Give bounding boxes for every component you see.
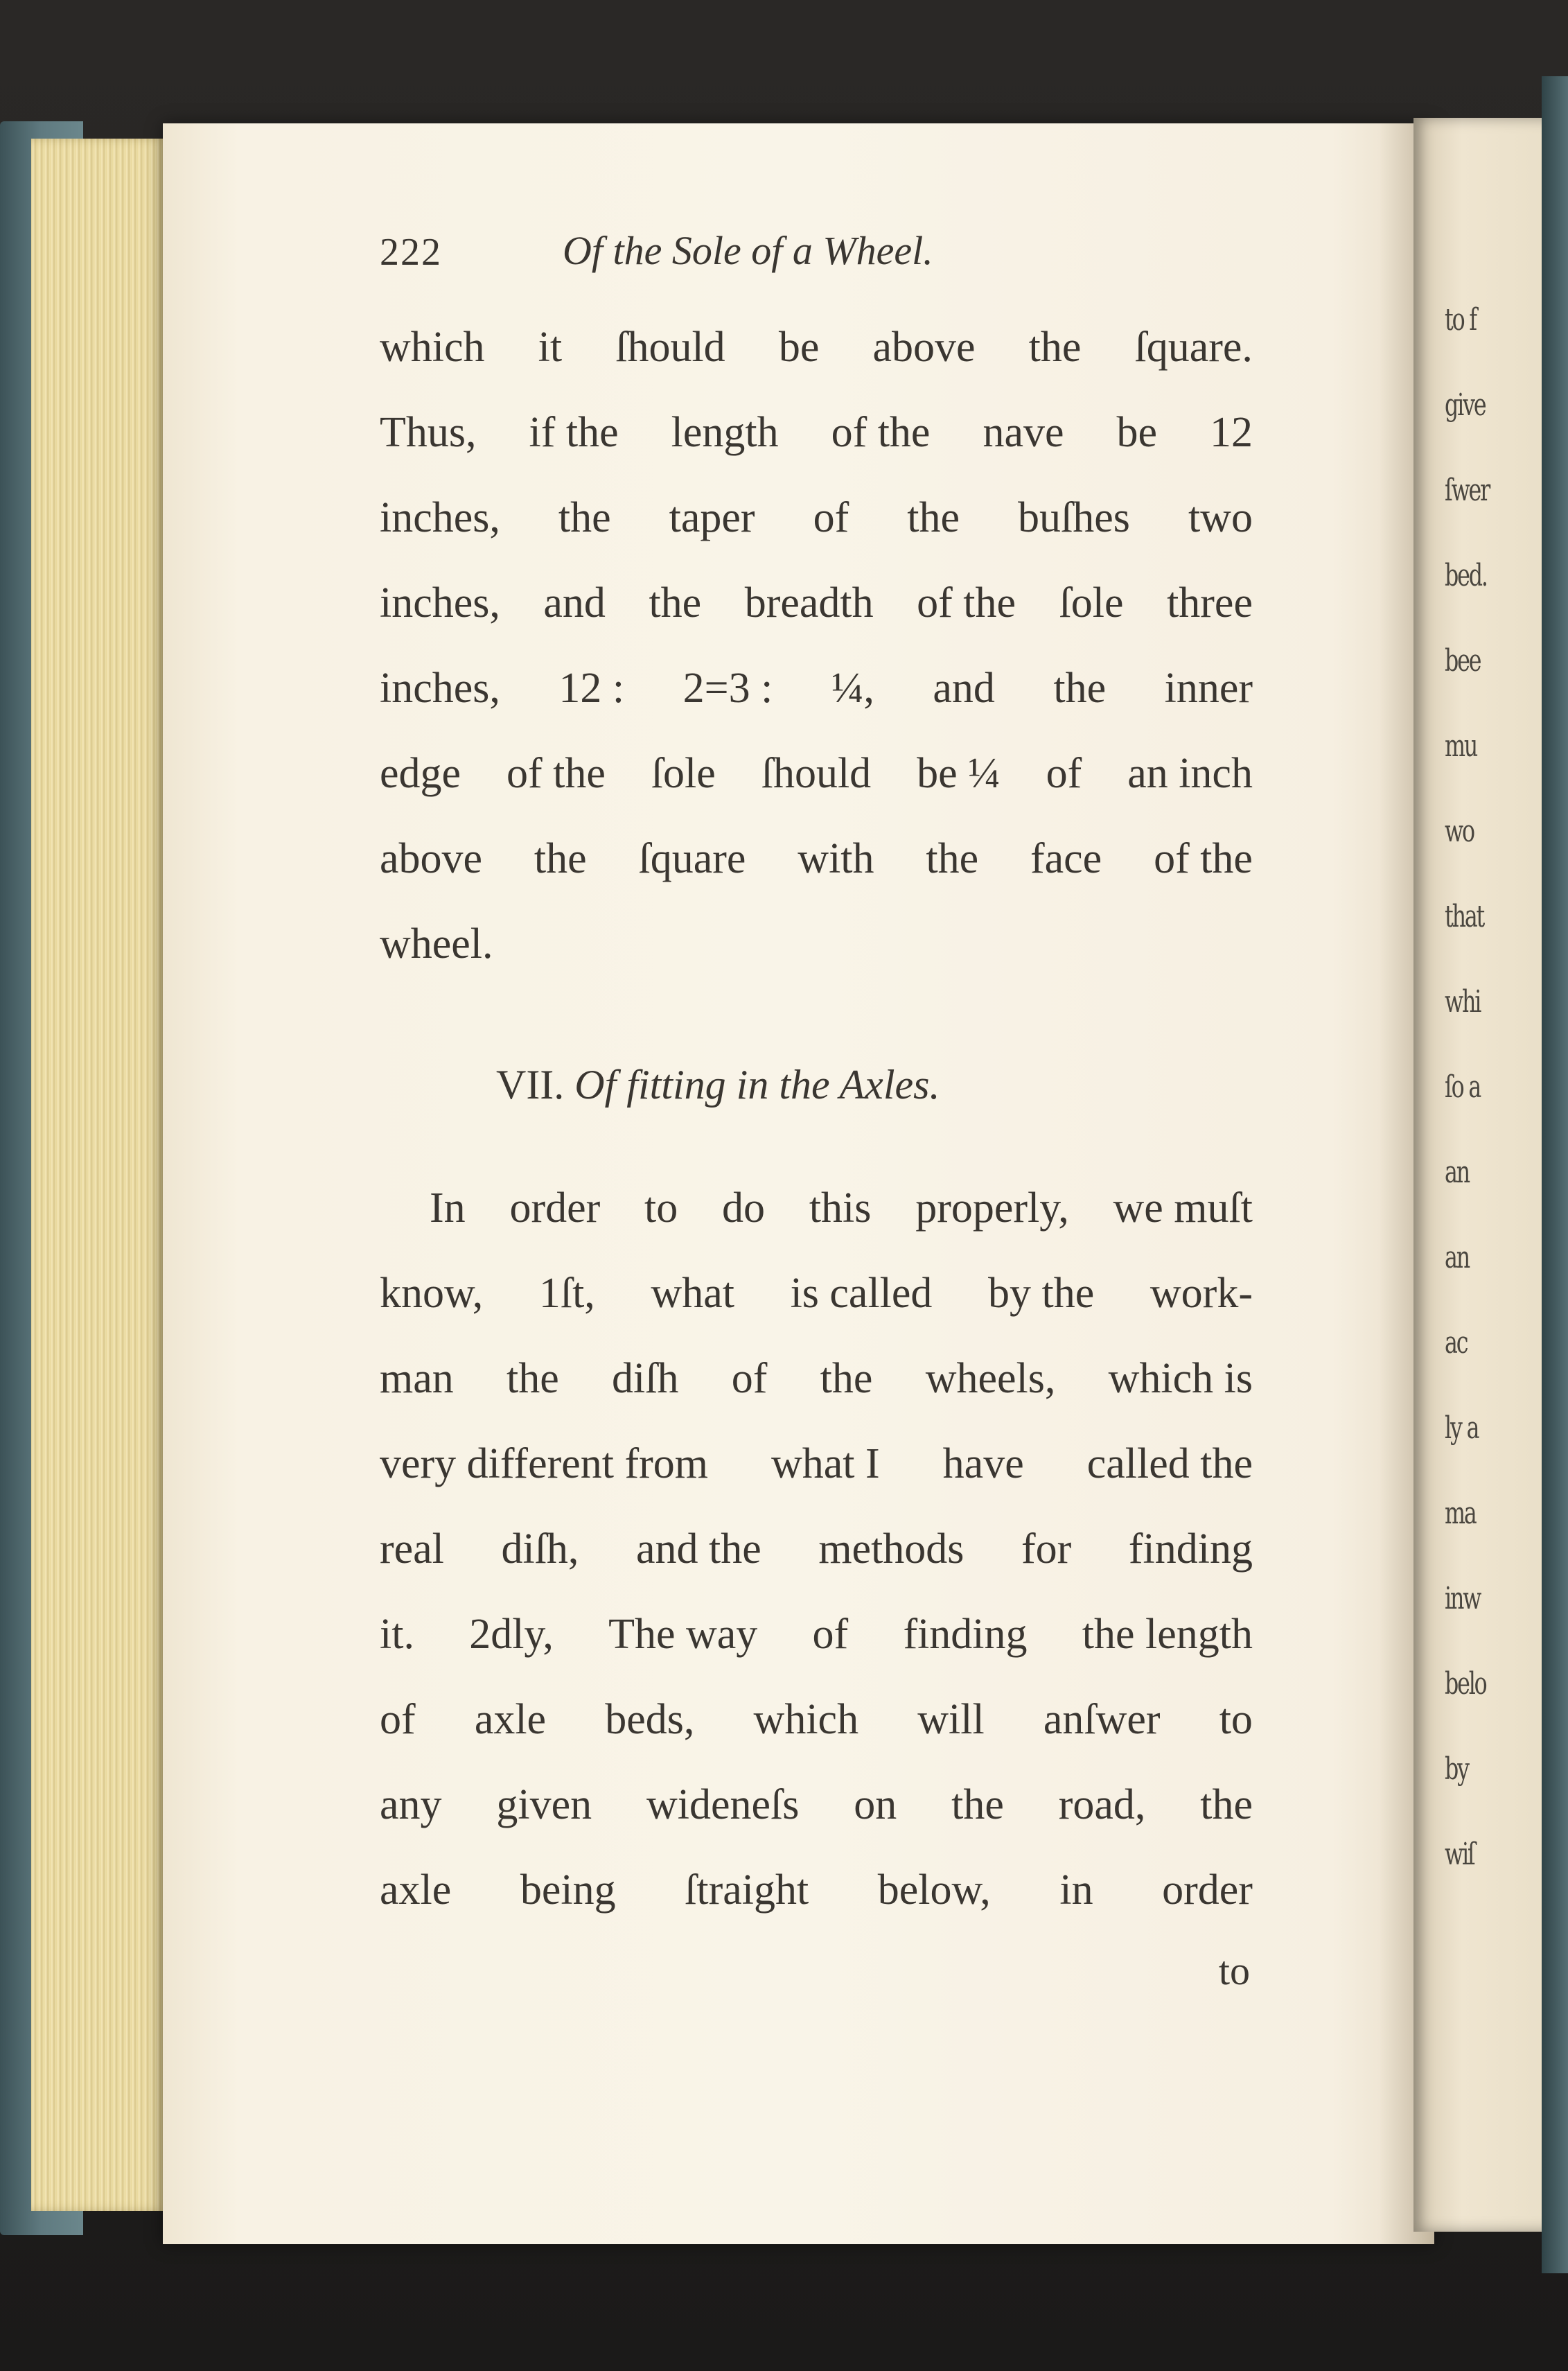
word: for bbox=[1021, 1525, 1072, 1573]
word: finding bbox=[1128, 1525, 1253, 1573]
page-edges bbox=[31, 139, 166, 2211]
word: the bbox=[558, 494, 611, 541]
word: the bbox=[649, 579, 702, 627]
word: order bbox=[509, 1184, 601, 1232]
catchword: to bbox=[1218, 1948, 1250, 1993]
word: length bbox=[671, 409, 779, 456]
word: below, bbox=[877, 1866, 991, 1914]
text-line bbox=[380, 816, 1253, 902]
word: the bbox=[534, 835, 587, 882]
next-page-fragment: ſwer bbox=[1445, 473, 1490, 508]
word: ſquare bbox=[638, 835, 746, 882]
word: ſole bbox=[651, 750, 716, 797]
paragraph-2 bbox=[380, 1166, 1253, 1933]
word: beds, bbox=[605, 1696, 695, 1743]
word: diſh, bbox=[501, 1525, 579, 1573]
word: and bbox=[543, 579, 606, 627]
next-page-fragment: belo bbox=[1445, 1666, 1486, 1701]
word: ſhould bbox=[615, 324, 725, 371]
text-line bbox=[380, 1677, 1253, 1762]
word: the bbox=[1053, 665, 1107, 712]
word: the bbox=[820, 1355, 873, 1402]
text-line bbox=[380, 1251, 1253, 1336]
word: in bbox=[1059, 1866, 1093, 1914]
next-page-fragment: ly a bbox=[1445, 1410, 1479, 1446]
running-title: Of the Sole of a Wheel. bbox=[563, 228, 933, 273]
next-page-fragment: that bbox=[1445, 899, 1484, 934]
word: finding bbox=[903, 1611, 1028, 1658]
page-number: 222 bbox=[380, 231, 442, 274]
word: of bbox=[731, 1355, 768, 1402]
word: with bbox=[798, 835, 874, 882]
word: the bbox=[1200, 1781, 1253, 1828]
word: it bbox=[538, 324, 563, 371]
word: buſhes bbox=[1018, 494, 1130, 541]
word: the bbox=[926, 835, 979, 882]
word: man bbox=[380, 1355, 454, 1402]
word: the bbox=[951, 1781, 1004, 1828]
word: be ¼ bbox=[917, 750, 1001, 797]
word: wheels, bbox=[925, 1355, 1056, 1402]
word: road, bbox=[1058, 1781, 1146, 1828]
word: two bbox=[1188, 494, 1253, 541]
word: which is bbox=[1108, 1355, 1253, 1402]
word: 12 : bbox=[558, 665, 625, 712]
word: being bbox=[520, 1866, 616, 1914]
next-page-text-fragments bbox=[1445, 277, 1562, 1897]
word: 1ſt, bbox=[538, 1270, 595, 1317]
word: be bbox=[778, 324, 820, 371]
word: axle bbox=[380, 1866, 452, 1914]
word: 2=3 : bbox=[682, 665, 773, 712]
text-line bbox=[380, 1421, 1253, 1507]
word: to bbox=[1219, 1696, 1253, 1743]
text-line bbox=[380, 475, 1253, 561]
page-header bbox=[380, 215, 1253, 305]
word: ſtraight bbox=[685, 1866, 809, 1914]
word: know, bbox=[380, 1270, 484, 1317]
word: we muſt bbox=[1113, 1184, 1253, 1232]
next-page-fragment: whi bbox=[1445, 984, 1481, 1020]
text-line bbox=[380, 561, 1253, 646]
word: order bbox=[1162, 1866, 1253, 1914]
word: axle bbox=[474, 1696, 547, 1743]
word: and bbox=[933, 665, 995, 712]
word: The way bbox=[608, 1611, 758, 1658]
word: will bbox=[917, 1696, 985, 1743]
word: ¼, bbox=[831, 665, 874, 712]
word: on bbox=[854, 1781, 897, 1828]
word: diſh bbox=[612, 1355, 679, 1402]
text-line bbox=[380, 646, 1253, 731]
next-page-fragment: an bbox=[1445, 1155, 1469, 1190]
word: 2dly, bbox=[469, 1611, 554, 1658]
word: of bbox=[812, 1611, 849, 1658]
next-page-fragment: wiſ bbox=[1445, 1837, 1474, 1872]
word: In bbox=[430, 1184, 466, 1232]
word: have bbox=[942, 1440, 1024, 1487]
word: three bbox=[1167, 579, 1253, 627]
word: do bbox=[722, 1184, 766, 1232]
word: above bbox=[380, 835, 483, 882]
word: anſwer bbox=[1043, 1696, 1161, 1743]
word: what I bbox=[771, 1440, 880, 1487]
word: methods bbox=[818, 1525, 964, 1573]
next-page-fragment: to f bbox=[1445, 302, 1476, 338]
next-page-fragment: inw bbox=[1445, 1581, 1481, 1616]
paragraph-1 bbox=[380, 305, 1253, 987]
word: given bbox=[496, 1781, 592, 1828]
text-line bbox=[380, 305, 1253, 390]
word: inner bbox=[1164, 665, 1253, 712]
word: edge bbox=[380, 750, 461, 797]
word: of the bbox=[1154, 835, 1253, 882]
word: the length bbox=[1082, 1611, 1253, 1658]
text-line bbox=[380, 1762, 1253, 1848]
word: inches, bbox=[380, 579, 500, 627]
word: real bbox=[380, 1525, 444, 1573]
word: which bbox=[380, 324, 485, 371]
word: of the bbox=[917, 579, 1016, 627]
word: called the bbox=[1086, 1440, 1253, 1487]
text-line bbox=[380, 1166, 1253, 1251]
word: what bbox=[651, 1270, 734, 1317]
word: any bbox=[380, 1781, 442, 1828]
word: ſquare. bbox=[1134, 324, 1253, 371]
next-page-fragment: give bbox=[1445, 387, 1486, 423]
text-line bbox=[380, 1336, 1253, 1421]
next-page-fragment: bed. bbox=[1445, 558, 1487, 593]
word: taper bbox=[669, 494, 755, 541]
text-line bbox=[380, 390, 1253, 475]
word: an inch bbox=[1127, 750, 1253, 797]
word: wideneſs bbox=[646, 1781, 800, 1828]
word: of bbox=[813, 494, 849, 541]
section-number: VII. bbox=[496, 1062, 565, 1108]
word: inches, bbox=[380, 665, 500, 712]
next-page-fragment: an bbox=[1445, 1240, 1469, 1275]
word: nave bbox=[983, 409, 1064, 456]
word: of bbox=[380, 1696, 416, 1743]
word: by the bbox=[988, 1270, 1095, 1317]
word: work- bbox=[1149, 1270, 1253, 1317]
text-line bbox=[380, 1848, 1253, 1933]
word: ſhould bbox=[761, 750, 872, 797]
section-heading bbox=[496, 1042, 1253, 1128]
word: be bbox=[1116, 409, 1157, 456]
word: the bbox=[907, 494, 960, 541]
word: properly, bbox=[915, 1184, 1069, 1232]
word: Thus, bbox=[380, 409, 477, 456]
word: of the bbox=[831, 409, 931, 456]
word: to bbox=[644, 1184, 678, 1232]
next-page-fragment: by bbox=[1445, 1751, 1468, 1787]
word: of bbox=[1046, 750, 1082, 797]
next-page-fragment: ma bbox=[1445, 1496, 1476, 1531]
next-page-fragment: bee bbox=[1445, 643, 1481, 679]
text-line bbox=[380, 1592, 1253, 1677]
word: wheel. bbox=[380, 920, 493, 968]
word: the bbox=[506, 1355, 559, 1402]
word: it. bbox=[380, 1611, 414, 1658]
text-line bbox=[380, 902, 1253, 987]
word: ſole bbox=[1059, 579, 1124, 627]
word: above bbox=[872, 324, 976, 371]
word: which bbox=[753, 1696, 859, 1743]
word: breadth bbox=[744, 579, 874, 627]
next-page-fragment: wo bbox=[1445, 814, 1474, 849]
word: if the bbox=[529, 409, 619, 456]
word: and the bbox=[636, 1525, 761, 1573]
word: the bbox=[1028, 324, 1082, 371]
next-page-fragment: ſo a bbox=[1445, 1069, 1481, 1105]
word: face bbox=[1030, 835, 1102, 882]
word: 12 bbox=[1209, 409, 1253, 456]
word: inches, bbox=[380, 494, 500, 541]
text-line bbox=[380, 1507, 1253, 1592]
section-title: Of fitting in the Axles. bbox=[574, 1062, 940, 1108]
word: very different from bbox=[380, 1440, 708, 1487]
word: is called bbox=[790, 1270, 933, 1317]
next-page-fragment: mu bbox=[1445, 728, 1477, 764]
text-line bbox=[380, 731, 1253, 816]
word: of the bbox=[506, 750, 606, 797]
word: this bbox=[809, 1184, 872, 1232]
next-page-fragment: ac bbox=[1445, 1325, 1468, 1361]
page-text bbox=[380, 215, 1253, 2009]
